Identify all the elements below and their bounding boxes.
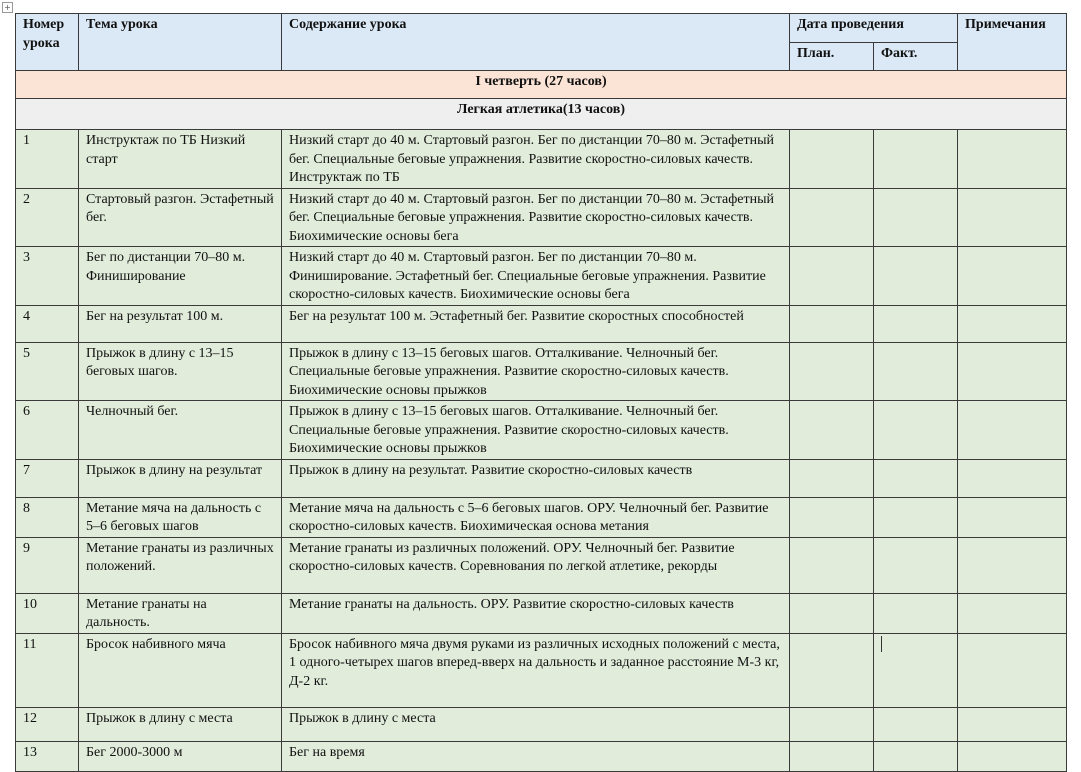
notes-cell[interactable]: [958, 305, 1067, 342]
plan-date-cell[interactable]: [790, 633, 874, 707]
table-row: [16, 247, 1067, 306]
plan-date-cell[interactable]: [790, 305, 874, 342]
lesson-content: Низкий старт до 40 м. Стартовый разгон. Бег по дистанции 70–80 м. Эстафетный бег. Специальные беговые упражнения. Развитие скоростно-силовых качеств. Инструктаж по ТБ: [282, 130, 790, 189]
notes-cell[interactable]: [958, 707, 1067, 741]
lesson-num: 12: [16, 707, 79, 741]
lesson-num: 1: [16, 130, 79, 189]
plan-date-cell[interactable]: [790, 130, 874, 189]
plan-date-cell[interactable]: [790, 459, 874, 497]
lesson-topic: Инструктаж по ТБ Низкий старт: [79, 130, 282, 189]
lesson-topic: Челночный бег.: [79, 401, 282, 460]
lesson-num: 11: [16, 633, 79, 707]
plan-date-cell[interactable]: [790, 188, 874, 247]
section-title: Легкая атлетика(13 часов): [16, 99, 1067, 130]
notes-cell[interactable]: [958, 401, 1067, 460]
plan-date-cell[interactable]: [790, 401, 874, 460]
lesson-num: 10: [16, 593, 79, 633]
notes-cell[interactable]: [958, 130, 1067, 189]
fact-date-cell[interactable]: [874, 342, 958, 401]
table-row: [16, 497, 1067, 537]
lesson-content: Прыжок в длину с места: [282, 707, 790, 741]
quarter-title: I четверть (27 часов): [16, 71, 1067, 99]
notes-cell[interactable]: [958, 497, 1067, 537]
lesson-content: Бег на результат 100 м. Эстафетный бег. Развитие скоростных способностей: [282, 305, 790, 342]
lesson-topic: Бег по дистанции 70–80 м. Финиширование: [79, 247, 282, 306]
text-cursor: [881, 636, 882, 652]
lesson-num: 7: [16, 459, 79, 497]
table-row: [16, 537, 1067, 593]
header-plan: План.: [790, 43, 874, 71]
lesson-content: Прыжок в длину на результат. Развитие скоростно-силовых качеств: [282, 459, 790, 497]
lesson-topic: Метание гранаты на дальность.: [79, 593, 282, 633]
lesson-num: 4: [16, 305, 79, 342]
header-num: Номер урока: [16, 14, 79, 71]
lesson-topic: Прыжок в длину с 13–15 беговых шагов.: [79, 342, 282, 401]
fact-date-cell[interactable]: [874, 130, 958, 189]
fact-date-cell[interactable]: [874, 305, 958, 342]
fact-date-cell[interactable]: [874, 247, 958, 306]
header-row: [16, 14, 1067, 43]
section-row: [16, 99, 1067, 130]
lesson-num: 8: [16, 497, 79, 537]
lesson-num: 9: [16, 537, 79, 593]
table-row: [16, 593, 1067, 633]
lesson-content: Бросок набивного мяча двумя руками из различных исходных положений с места, 1 одного-четырех шагов вперед-вверх на дальность и заданное расстояние М-3 кг, Д-2 кг.: [282, 633, 790, 707]
lesson-num: 2: [16, 188, 79, 247]
lesson-topic: Метание мяча на дальность с 5–6 беговых шагов: [79, 497, 282, 537]
lesson-content: Прыжок в длину с 13–15 беговых шагов. Отталкивание. Челночный бег. Специальные беговые упражнения. Развитие скоростно-силовых качеств. Биохимические основы прыжков: [282, 401, 790, 460]
header-date: Дата проведения: [790, 14, 958, 43]
fact-date-cell[interactable]: [874, 741, 958, 771]
lesson-content: Бег на время: [282, 741, 790, 771]
notes-cell[interactable]: [958, 342, 1067, 401]
lesson-content: Метание мяча на дальность с 5–6 беговых шагов. ОРУ. Челночный бег. Развитие скоростно-силовых качеств. Биохимическая основа метания: [282, 497, 790, 537]
fact-date-cell[interactable]: [874, 497, 958, 537]
table-row: [16, 707, 1067, 741]
lesson-content: Метание гранаты из различных положений. ОРУ. Челночный бег. Развитие скоростно-силовых качеств. Соревнования по легкой атлетике, рекорды: [282, 537, 790, 593]
fact-date-cell[interactable]: [874, 537, 958, 593]
notes-cell[interactable]: [958, 537, 1067, 593]
notes-cell[interactable]: [958, 593, 1067, 633]
table-row: [16, 305, 1067, 342]
plan-date-cell[interactable]: [790, 497, 874, 537]
plan-date-cell[interactable]: [790, 707, 874, 741]
header-topic: Тема урока: [79, 14, 282, 71]
header-fact: Факт.: [874, 43, 958, 71]
lesson-num: 6: [16, 401, 79, 460]
plan-date-cell[interactable]: [790, 537, 874, 593]
header-content: Содержание урока: [282, 14, 790, 71]
table-row: [16, 401, 1067, 460]
table-row: [16, 459, 1067, 497]
lesson-content: Прыжок в длину с 13–15 беговых шагов. Отталкивание. Челночный бег. Специальные беговые упражнения. Развитие скоростно-силовых качеств. Биохимические основы прыжков: [282, 342, 790, 401]
table-row: [16, 130, 1067, 189]
lesson-content: Метание гранаты на дальность. ОРУ. Развитие скоростно-силовых качеств: [282, 593, 790, 633]
notes-cell[interactable]: [958, 188, 1067, 247]
fact-date-cell[interactable]: [874, 593, 958, 633]
lesson-topic: Бег на результат 100 м.: [79, 305, 282, 342]
lesson-topic: Бросок набивного мяча: [79, 633, 282, 707]
lesson-content: Низкий старт до 40 м. Стартовый разгон. Бег по дистанции 70–80 м. Эстафетный бег. Специальные беговые упражнения. Развитие скоростно-силовых качеств. Биохимические основы бега: [282, 188, 790, 247]
header-notes: Примечания: [958, 14, 1067, 71]
plan-date-cell[interactable]: [790, 593, 874, 633]
notes-cell[interactable]: [958, 459, 1067, 497]
fact-date-cell[interactable]: [874, 459, 958, 497]
lesson-plan-table: [15, 13, 1067, 772]
lesson-num: 5: [16, 342, 79, 401]
fact-date-cell[interactable]: [874, 707, 958, 741]
lesson-num: 13: [16, 741, 79, 771]
plan-date-cell[interactable]: [790, 342, 874, 401]
notes-cell[interactable]: [958, 247, 1067, 306]
notes-cell[interactable]: [958, 741, 1067, 771]
lesson-content: Низкий старт до 40 м. Стартовый разгон. Бег по дистанции 70–80 м. Финиширование. Эстафетный бег. Специальные беговые упражнения. Развитие скоростно-силовых качеств. Биохимические основы бега: [282, 247, 790, 306]
lesson-topic: Прыжок в длину с места: [79, 707, 282, 741]
plan-date-cell[interactable]: [790, 741, 874, 771]
lesson-topic: Стартовый разгон. Эстафетный бег.: [79, 188, 282, 247]
notes-cell[interactable]: [958, 633, 1067, 707]
fact-date-cell[interactable]: [874, 401, 958, 460]
fact-date-cell[interactable]: [874, 633, 958, 707]
lesson-num: 3: [16, 247, 79, 306]
plan-date-cell[interactable]: [790, 247, 874, 306]
lesson-topic: Прыжок в длину на результат: [79, 459, 282, 497]
table-row: [16, 741, 1067, 771]
table-row: [16, 342, 1067, 401]
fact-date-cell[interactable]: [874, 188, 958, 247]
table-row: [16, 633, 1067, 707]
table-move-handle-icon[interactable]: +: [2, 2, 13, 13]
lesson-topic: Метание гранаты из различных положений.: [79, 537, 282, 593]
lesson-topic: Бег 2000-3000 м: [79, 741, 282, 771]
table-row: [16, 188, 1067, 247]
quarter-row: [16, 71, 1067, 99]
